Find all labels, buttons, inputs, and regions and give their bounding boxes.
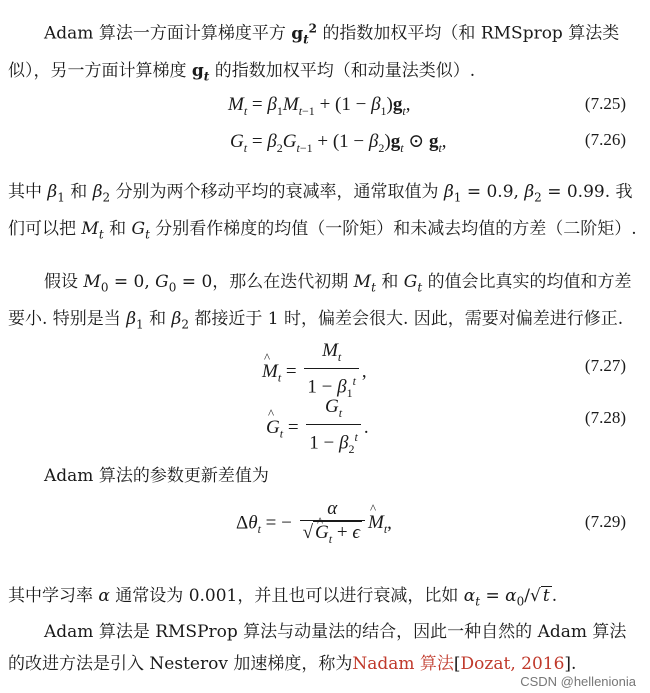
- paragraph-bias: 假设 $M_0 = 0$, $G_0 = 0$，那么在迭代初期 $M_t$ 和 $G_t$ 的值会比真实的均值和方差要小. 特别是当 $\beta_1$ 和 $\beta_2$ 都接近于 1 时，偏差会很大. 因此，需要对偏差进行修正.: [8, 272, 632, 332]
- equation-expr: $\Delta\theta_t$ = − $\frac{\alpha}{√\^{} G_t + \epsilon}$ ^ $M_t$,: [236, 498, 392, 550]
- equation-expr: $G_t = \beta_2G_{t-1} + (1 - \beta_2)g_t$ ⊙ $g_t$,: [230, 131, 447, 155]
- equation-7-26: [0, 130, 650, 160]
- equation-number: (7.28): [584, 408, 626, 427]
- equation-expr: $M_t = \beta_1M_{t-1} + (1 - \beta_1)g_t$,: [228, 94, 411, 118]
- math-g: $g_t$: [191, 61, 210, 84]
- equation-7-25: [0, 94, 650, 124]
- equation-number: (7.29): [584, 512, 626, 531]
- equation-7-27: [0, 340, 650, 400]
- math-g-squared: $g_t^2$: [291, 21, 318, 47]
- equation-number: (7.27): [584, 356, 626, 375]
- watermark: CSDN @hellenionia: [520, 674, 636, 689]
- equation-number: (7.26): [584, 130, 626, 149]
- equation-expr: ^ $G_t$ = $\frac{G_t}{1 - \beta_2^t}$ .: [266, 396, 369, 461]
- equation-7-28: [0, 396, 650, 456]
- paragraph-update: Adam 算法的参数更新差值为: [44, 466, 269, 486]
- paragraph-learning-rate: 其中学习率 α 通常设为 0.001，并且也可以进行衰减，比如 $\alpha_t = \alpha_0/√$ t .: [8, 586, 558, 609]
- nadam-link[interactable]: Nadam 算法: [352, 654, 454, 674]
- citation-link[interactable]: Dozat, 2016: [460, 654, 565, 674]
- equation-number: (7.25): [584, 94, 626, 113]
- paragraph-nadam: Adam 算法是 RMSProp 算法与动量法的结合，因此一种自然的 Adam 算法的改进方法是引入 Nesterov 加速梯度，称为Nadam 算法[Dozat, 2016].: [8, 622, 627, 674]
- equation-expr: ^ $M_t$ = $\frac{M_t}{1 - \beta_1^t}$ ,: [262, 340, 367, 405]
- paragraph-decay-rates: 其中 $\beta_1$ 和 $\beta_2$ 分别为两个移动平均的衰减率，通常取值为 $\beta_1 = 0.9$, $\beta_2 = 0.99$. 我们可以把 $M_t$ 和 $G_t$ 分别看作梯度的均值（一阶矩）和未减去均值的方差（二阶矩）.: [8, 182, 637, 242]
- equation-7-29: [0, 498, 650, 562]
- paragraph-adam-intro: Adam 算法一方面计算梯度平方 $g_t^2$ 的指数加权平均（和 RMSprop 算法类似），另一方面计算梯度 $g_t$ 的指数加权平均（和动量法类似）.: [8, 21, 620, 84]
